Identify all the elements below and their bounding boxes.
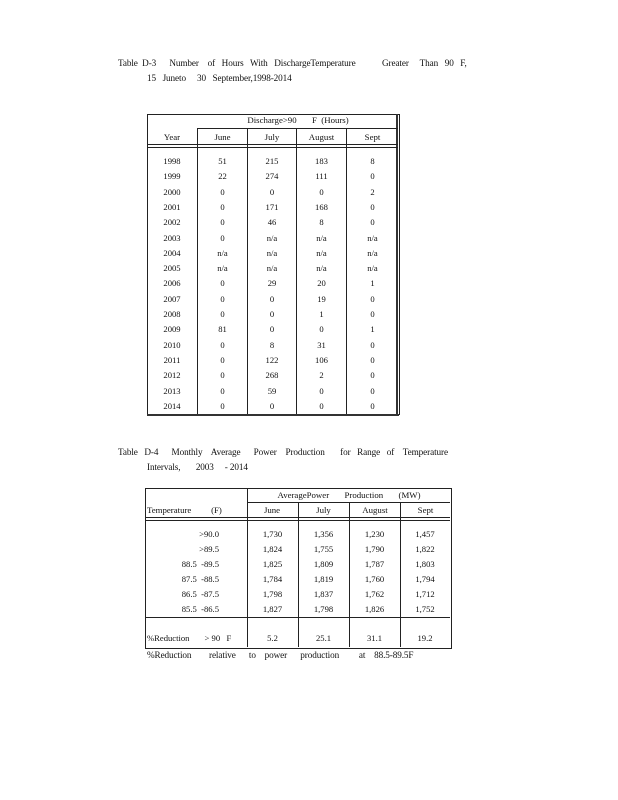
table-d3-cell-june: 0 xyxy=(220,400,225,411)
table-d3-cell-sept: 0 xyxy=(370,354,375,365)
table-d3-col-july: July xyxy=(264,132,280,142)
table-d3-col-august: August xyxy=(308,132,335,142)
table-d3-cell-july: 274 xyxy=(265,171,279,182)
table-d4-footnote: %Reduction relative to power production at 88.5-89.5F xyxy=(147,650,414,660)
table-d3-cell-july: 268 xyxy=(265,370,279,381)
table-d3-cell-year: 2004 xyxy=(163,247,181,258)
table-d3-cell-august: 111 xyxy=(315,171,328,182)
table-d4-cell-june: 1,730 xyxy=(262,529,283,539)
table-d3-cell-year: 2014 xyxy=(163,400,181,411)
table-d4-cell-july: 1,798 xyxy=(313,604,334,614)
table-d4-cell-july: 1,809 xyxy=(313,559,334,569)
table-d3-cell-year: 2012 xyxy=(163,370,181,381)
table-d3-cell-july: 29 xyxy=(267,278,277,289)
table-d3-cell-july: n/a xyxy=(266,247,278,258)
table-d3-cell-august: 106 xyxy=(315,354,328,365)
table-d3-cell-august: n/a xyxy=(316,232,327,243)
table-d4-cell-temperature: 86.5 -87.5 xyxy=(181,589,219,599)
table-d3-cell-year: 2002 xyxy=(163,217,181,228)
table-d4-col-august: August xyxy=(362,505,388,515)
table-d3-cell-july: 0 xyxy=(269,400,275,411)
table-d4-cell-june: 1,784 xyxy=(262,574,283,584)
table-d4-caption-line1: Table D-4 Monthly Average Power Production for Range of Temperature xyxy=(118,447,448,457)
table-d3-cell-august: n/a xyxy=(316,263,327,274)
table-d3-cell-august: 0 xyxy=(319,400,324,411)
table-d3-cell-year: 2001 xyxy=(163,201,181,212)
table-d4-cell-sept: 1,803 xyxy=(415,559,435,569)
table-d3-cell-sept: 0 xyxy=(370,171,375,182)
table-d3-cell-year: 2006 xyxy=(163,278,181,289)
table-d4-cell-sept: 1,712 xyxy=(415,589,435,599)
table-d3-cell-year: 1999 xyxy=(163,171,181,182)
table-d3-group-header: Discharge>90 F (Hours) xyxy=(247,115,349,125)
table-d3-cell-year: 2007 xyxy=(163,293,181,304)
table-d3-cell-sept: 1 xyxy=(370,278,375,289)
table-d3-cell-july: 46 xyxy=(267,217,277,228)
table-d3-cell-august: 19 xyxy=(317,293,326,304)
table-d3-cell-sept: 0 xyxy=(370,385,375,396)
table-d3-cell-sept: 1 xyxy=(370,324,375,335)
table-d3-cell-august: 1 xyxy=(319,309,324,319)
table-d3-cell-august: 8 xyxy=(319,217,324,228)
table-d4-cell-temperature: >90.0 xyxy=(199,529,219,539)
table-d3-cell-june: 0 xyxy=(220,293,225,304)
table-d4-cell-temperature: 87.5 -88.5 xyxy=(181,574,219,584)
table-d3-cell-july: 171 xyxy=(265,201,279,212)
table-d3-cell-july: 122 xyxy=(265,354,279,365)
table-d3-cell-year: 1998 xyxy=(163,156,181,166)
table-d4-cell-august: 1,787 xyxy=(364,559,385,569)
table-d3-cell-july: 0 xyxy=(269,186,275,197)
table-d4-cell-august: 1,760 xyxy=(364,574,385,584)
table-d4-reduction-august: 31.1 xyxy=(366,633,383,643)
table-d3-cell-june: 0 xyxy=(220,201,225,212)
table-d4-cell-temperature: 85.5 -86.5 xyxy=(181,604,219,614)
table-d4 xyxy=(145,488,451,648)
table-d3-cell-sept: 0 xyxy=(370,370,375,381)
table-d3-cell-june: 0 xyxy=(220,309,225,319)
table-d4-group-header: AveragePower Production (MW) xyxy=(277,490,421,500)
table-d4-cell-june: 1,824 xyxy=(262,544,283,554)
table-d4-cell-sept: 1,822 xyxy=(415,544,435,554)
table-d3-cell-june: 0 xyxy=(220,385,225,396)
table-d3-cell-year: 2000 xyxy=(163,186,181,197)
table-d4-reduction-june: 5.2 xyxy=(267,633,278,643)
table-d4-cell-sept: 1,794 xyxy=(415,574,435,584)
table-d3-cell-july: 8 xyxy=(269,339,275,350)
table-d3-cell-june: 0 xyxy=(220,278,225,289)
table-d3-cell-year: 2013 xyxy=(163,385,181,396)
table-d4-caption-line2: Intervals, 2003 - 2014 xyxy=(147,462,248,472)
table-d3-cell-june: n/a xyxy=(217,263,228,274)
table-d3-cell-june: 51 xyxy=(218,156,227,166)
table-d4-reduction-sept: 19.2 xyxy=(417,633,433,643)
table-d3-cell-sept: 8 xyxy=(370,156,375,166)
table-d3-cell-july: 0 xyxy=(269,293,275,304)
table-d3-caption-line2: 15 Juneto 30 September,1998-2014 xyxy=(147,73,292,83)
table-d4-reduction-label: %Reduction > 90 F xyxy=(147,633,232,643)
table-d3-cell-august: 0 xyxy=(319,385,324,396)
table-d4-cell-august: 1,762 xyxy=(364,589,385,599)
table-d4-col-june: June xyxy=(263,505,281,515)
table-d3-cell-sept: 0 xyxy=(370,201,375,212)
table-d3-cell-year: 2010 xyxy=(163,339,181,350)
table-d3-cell-july: n/a xyxy=(266,263,278,274)
table-d3-cell-sept: 0 xyxy=(370,217,375,228)
table-d4-cell-august: 1,790 xyxy=(364,544,385,554)
table-d3-cell-sept: 0 xyxy=(370,400,375,411)
table-d3-cell-sept: 0 xyxy=(370,339,375,350)
table-d4-cell-august: 1,230 xyxy=(364,529,385,539)
table-d3-cell-june: 81 xyxy=(218,324,227,335)
table-d3-col-sept: Sept xyxy=(364,132,381,142)
table-d3-cell-sept: n/a xyxy=(367,263,378,274)
table-d3-cell-july: 0 xyxy=(269,324,275,335)
table-d3-cell-june: 0 xyxy=(220,354,225,365)
table-d3-cell-august: 0 xyxy=(319,324,324,335)
table-d3-caption-line1: Table D-3 Number of Hours With DischargeTemperature Greater Than 90 F, xyxy=(118,58,467,68)
table-d3-cell-june: 0 xyxy=(220,232,225,243)
table-d3-cell-july: 59 xyxy=(267,385,277,396)
table-d3-cell-june: 0 xyxy=(220,186,225,197)
table-d4-cell-july: 1,356 xyxy=(313,529,334,539)
table-d4-cell-temperature: 88.5 -89.5 xyxy=(181,559,219,569)
table-d3-cell-sept: 2 xyxy=(370,186,375,197)
table-d3-cell-june: 0 xyxy=(220,339,225,350)
table-d3-cell-sept: n/a xyxy=(367,232,378,243)
table-d4-cell-july: 1,837 xyxy=(313,589,334,599)
table-d3-cell-july: 0 xyxy=(269,309,275,319)
table-d3-cell-august: 183 xyxy=(315,156,328,166)
table-d3-col-june: June xyxy=(214,132,231,142)
table-d3-cell-year: 2008 xyxy=(163,309,181,319)
table-d3-cell-july: n/a xyxy=(266,232,278,243)
table-d3-cell-august: 20 xyxy=(317,278,326,289)
table-d4-cell-june: 1,825 xyxy=(262,559,283,569)
table-d3-cell-sept: 0 xyxy=(370,309,375,319)
table-d4-cell-sept: 1,752 xyxy=(415,604,435,614)
table-d4-col-july: July xyxy=(316,505,331,515)
table-d4-cell-july: 1,819 xyxy=(313,574,334,584)
table-d3-cell-june: n/a xyxy=(217,247,228,258)
table-d3-cell-june: 0 xyxy=(220,370,225,381)
table-d3-cell-august: 2 xyxy=(319,370,324,381)
table-d3-cell-june: 22 xyxy=(218,171,227,182)
table-d3-cell-sept: n/a xyxy=(367,247,378,258)
table-d3-cell-june: 0 xyxy=(220,217,225,228)
table-d4-cell-sept: 1,457 xyxy=(415,529,435,539)
table-d4-reduction-july: 25.1 xyxy=(315,633,332,643)
table-d3-col-year: Year xyxy=(163,132,181,142)
table-d3-cell-august: n/a xyxy=(316,247,327,258)
table-d4-cell-june: 1,827 xyxy=(262,604,283,614)
table-d3-cell-year: 2011 xyxy=(163,354,181,365)
table-d3-cell-august: 0 xyxy=(319,186,324,197)
table-d3 xyxy=(147,114,399,414)
table-d4-cell-temperature: >89.5 xyxy=(199,544,219,554)
table-d3-cell-year: 2003 xyxy=(163,232,181,243)
table-d3-cell-sept: 0 xyxy=(370,293,375,304)
table-d4-col-temperature: Temperature (F) xyxy=(147,505,222,515)
table-d3-cell-august: 31 xyxy=(317,339,326,350)
table-d4-col-sept: Sept xyxy=(417,505,434,515)
table-d4-cell-july: 1,755 xyxy=(313,544,334,554)
table-d3-cell-year: 2009 xyxy=(163,324,181,335)
table-d3-cell-august: 168 xyxy=(315,201,328,212)
table-d3-cell-july: 215 xyxy=(265,156,279,166)
table-d4-cell-august: 1,826 xyxy=(364,604,385,614)
table-d4-cell-june: 1,798 xyxy=(262,589,283,599)
table-d3-cell-year: 2005 xyxy=(163,263,181,274)
